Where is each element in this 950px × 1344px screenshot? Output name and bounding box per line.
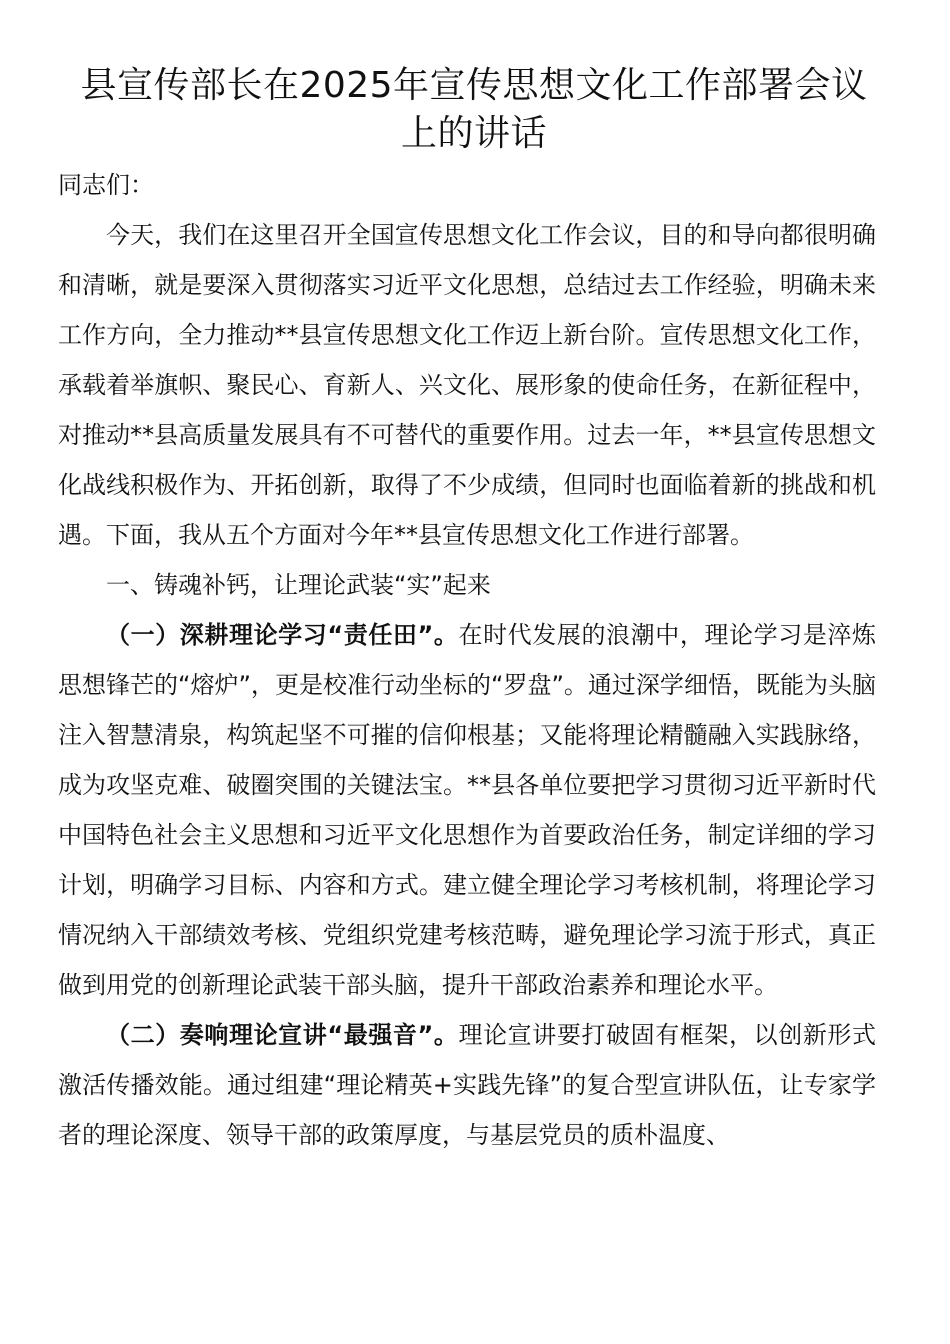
subsection-1-heading: （一）深耕理论学习“责任田”。 — [106, 621, 459, 649]
subsection-1-text: 在时代发展的浪潮中，理论学习是淬炼思想锋芒的“熔炉”，更是校准行动坐标的“罗盘”。通过深学细悟，既能为头脑注入智慧清泉，构筑起坚不可摧的信仰根基；又能将理论精髓融入实践脉络，成为攻坚克难、破圈突围的关键法宝。**县各单位要把学习贯彻习近平新时代中国特色社会主义思想和习近平文化思想作为首要政治任务，制定详细的学习计划，明确学习目标、内容和方式。建立健全理论学习考核机制，将理论学习情况纳入干部绩效考核、党组织党建考核范畴，避免理论学习流于形式，真正做到用党的创新理论武装干部头脑，提升干部政治素养和理论水平。 — [58, 621, 877, 999]
subsection-2-text: 理论宣讲要打破固有框架，以创新形式激活传播效能。通过组建“理论精英+实践先锋”的复合型宣讲队伍，让专家学者的理论深度、领导干部的政策厚度，与基层党员的质朴温度、 — [58, 1021, 877, 1149]
intro-paragraph: 今天，我们在这里召开全国宣传思想文化工作会议，目的和导向都很明确和清晰，就是要深入贯彻落实习近平文化思想，总结过去工作经验，明确未来工作方向，全力推动**县宣传思想文化工作迈上新台阶。宣传思想文化工作，承载着举旗帜、聚民心、育新人、兴文化、展形象的使命任务，在新征程中，对推动**县高质量发展具有不可替代的重要作用。过去一年，**县宣传思想文化战线积极作为、开拓创新，取得了不少成绩，但同时也面临着新的挑战和机遇。下面，我从五个方面对今年**县宣传思想文化工作进行部署。 — [58, 221, 876, 549]
salutation: 同志们： — [58, 171, 154, 199]
document-title: 县宣传部长在2025年宣传思想文化工作部署会议上的讲话 — [80, 65, 868, 154]
subsection-2-heading: （二）奏响理论宣讲“最强音”。 — [106, 1021, 459, 1049]
subsection-1-paragraph — [58, 610, 876, 1010]
section-heading-1: 一、铸魂补钙，让理论武装“实”起来 — [106, 571, 491, 599]
subsection-2-paragraph — [58, 1010, 876, 1160]
